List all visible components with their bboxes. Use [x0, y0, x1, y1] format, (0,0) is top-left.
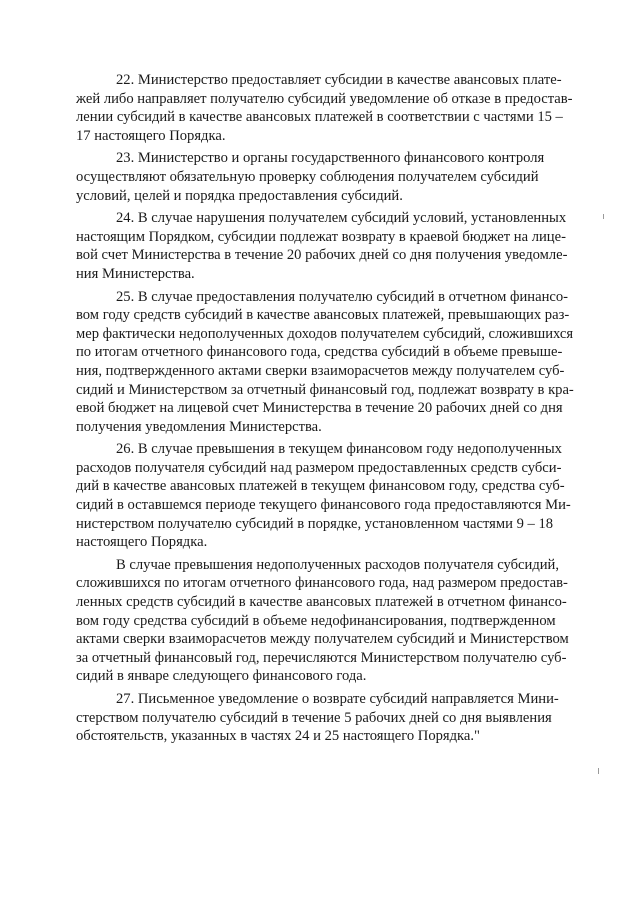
paragraph-23: 23. Министерство и органы государственного финансового контроля осуществляют обязательную проверку соблюдения получателем субсидий условий, целей и порядка предоставления субсидий. — [76, 150, 545, 204]
paragraph-26: 26. В случае превышения в текущем финансовом году недополученных расходов получателя субсидий над размером предоставленных средств субси- дий в качестве авансовых платежей в текущем финансовом году, средства суб- сидий в оставшемся периоде текущего финансового года предоставляются Ми- нистерством получателю субсидий в порядке, установленном частями 9 – 18 настоящего Порядка. — [76, 441, 571, 551]
scan-speck-top — [603, 214, 604, 219]
paragraph-26-continued: В случае превышения недополученных расходов получателя субсидий, сложившихся по итогам отчетного финансового года, над размером предостав- ленных средств субсидий в качестве авансовых платежей в отчетном финансо- вом году средства субсидий в объеме недофинансирования, подтвержденном актами сверки взаиморасчетов между получателем субсидий и Министерством за отчетный финансовый год, перечисляются Министерством получателю суб- сидий в январе следующего финансового года. — [76, 556, 569, 685]
paragraph-27: 27. Письменное уведомление о возврате субсидий направляется Мини- стерством получателю субсидий в течение 5 рабочих дней со дня выявления обстоятельств, указанных в частях 24 и 25 настоящего Порядка." — [76, 691, 559, 745]
document-body — [76, 71, 593, 746]
paragraph-25: 25. В случае предоставления получателю субсидий в отчетном финансо- вом году средств субсидий в качестве авансовых платежей, превышающих раз- мер фактически недополученных доходов получателем субсидий, сложившихся по итогам отчетного финансового года, средства субсидий в объеме превыше- ния, подтвержденного актами сверки взаиморасчетов между получателем суб- сидий и Министерством за отчетный финансовый год, подлежат возврату в кра- евой бюджет на лицевой счет Министерства в течение 20 рабочих дней со дня получения уведомления Министерства. — [76, 288, 574, 435]
scan-speck-bottom — [598, 768, 599, 774]
paragraph-24: 24. В случае нарушения получателем субсидий условий, установленных настоящим Порядком, субсидии подлежат возврату в краевой бюджет на лице- вой счет Министерства в течение 20 рабочих дней со дня получения уведомле- ния Министерства. — [76, 210, 568, 282]
paragraph-22: 22. Министерство предоставляет субсидии в качестве авансовых плате- жей либо направляет получателю субсидий уведомление об отказе в предостав- лении субсидий в качестве авансовых платежей в соответствии с частями 15 – 17 настоящего Порядка. — [76, 72, 573, 144]
